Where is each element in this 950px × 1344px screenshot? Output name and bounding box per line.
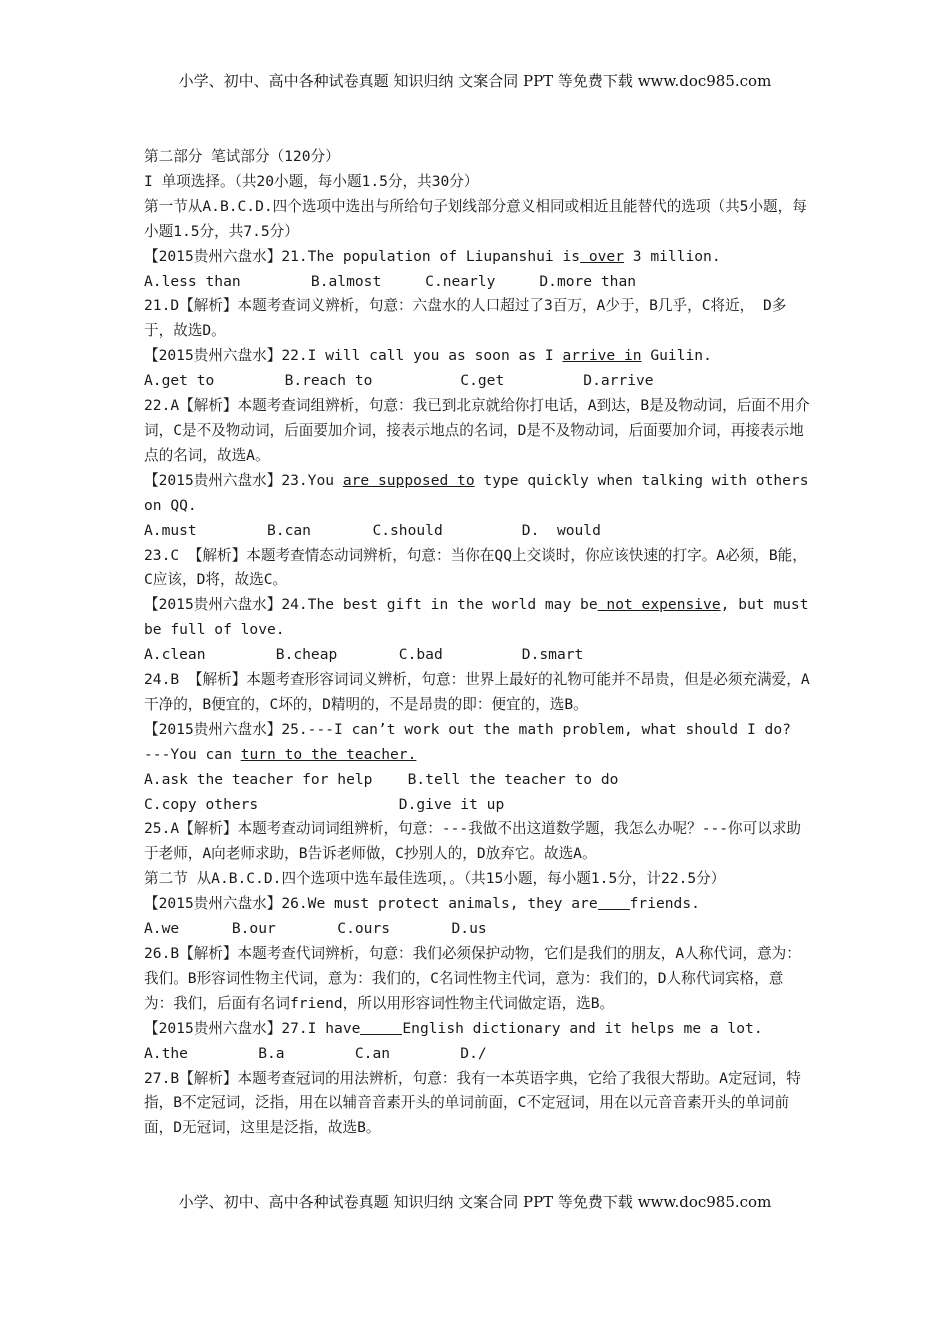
question-25-reply: ---You can turn to the teacher. — [144, 745, 417, 763]
question-25-answer: 25.A【解析】本题考查动词词组辨析，句意：---我做不出这道数学题，我怎么办呢？---你可以求助于老师，A向老师求助，B告诉老师做，C抄别人的，D放弃它。故选A。 — [144, 820, 802, 863]
source-tag: 【2015贵州六盘水】 — [144, 247, 282, 265]
part-title: 第二部分 笔试部分（120分） — [144, 148, 340, 165]
exam-content — [144, 145, 812, 1141]
question-27-options: A.the B.a C.an D./ — [144, 1044, 487, 1062]
answer-blank — [598, 895, 630, 910]
question-23-options: A.must B.can C.should D. would — [144, 521, 601, 539]
section-one-title: I 单项选择。（共20小题，每小题1.5分，共30分） — [144, 172, 479, 190]
question-25-options-2: C.copy others D.give it up — [144, 795, 505, 813]
source-tag: 【2015贵州六盘水】 — [144, 1019, 282, 1037]
source-tag: 【2015贵州六盘水】 — [144, 596, 282, 614]
question-22: 【2015贵州六盘水】22.I will call you as soon as I arrive in Guilin. — [144, 347, 712, 365]
question-26-answer: 26.B【解析】本题考查代词辨析，句意：我们必须保护动物，它们是我们的朋友，A人称代词，意为：我们。B形容词性物主代词，意为：我们的，C名词性物主代词，意为：我们的，D人称代词宾格，意为：我们，后面有名词friend，所以用形容词性物主代词做定语，选B。 — [144, 945, 801, 1012]
source-tag: 【2015贵州六盘水】 — [144, 471, 282, 489]
section-two-title: 第二节 从A.B.C.D.四个选项中选车最佳选项，。（共15小题，每小题1.5分，计22.5分） — [144, 870, 726, 888]
underlined-phrase: are supposed to — [342, 471, 475, 489]
source-tag: 【2015贵州六盘水】 — [144, 895, 282, 913]
page-header: 小学、初中、高中各种试卷真题 知识归纳 文案合同 PPT 等免费下载 www.doc985.com — [178, 72, 772, 90]
underlined-phrase: over — [580, 247, 624, 265]
question-24: 【2015贵州六盘水】24.The best gift in the world may be not expensive, but must be full of love. — [144, 596, 809, 639]
question-25: 【2015贵州六盘水】25.---I can’t work out the math problem, what should I do? — [144, 720, 791, 738]
question-23-answer: 23.C 【解析】本题考查情态动词辨析，句意：当你在QQ上交谈时，你应该快速的打字。A必须，B能，C应该，D将，故选C。 — [144, 546, 807, 589]
question-21-answer: 21.D【解析】本题考查词义辨析，句意：六盘水的人口超过了3百万，A少于，B几乎，C将近， D多于，故选D。 — [144, 297, 787, 340]
source-tag: 【2015贵州六盘水】 — [144, 720, 282, 738]
question-23: 【2015贵州六盘水】23.You are supposed to type quickly when talking with others on QQ. — [144, 471, 809, 514]
question-27: 【2015贵州六盘水】27.I have English dictionary and it helps me a lot. — [144, 1019, 763, 1037]
question-22-answer: 22.A【解析】本题考查词组辨析，句意：我已到北京就给你打电话，A到达，B是及物动词，后面不用介词，C是不及物动词，后面要加介词，接表示地点的名词，D是不及物动词，后面要加介词，再接表示地点的名词，故选A。 — [144, 397, 810, 464]
source-tag: 【2015贵州六盘水】 — [144, 347, 282, 365]
question-21: 【2015贵州六盘水】21.The population of Liupanshui is over 3 million. — [144, 247, 721, 265]
page-footer: 小学、初中、高中各种试卷真题 知识归纳 文案合同 PPT 等免费下载 www.doc985.com — [178, 1193, 772, 1211]
underlined-phrase: arrive in — [562, 347, 642, 365]
question-21-options: A.less than B.almost C.nearly D.more than — [144, 272, 637, 290]
question-26-options: A.we B.our C.ours D.us — [144, 920, 487, 938]
question-22-options: A.get to B.reach to C.get D.arrive — [144, 372, 654, 390]
answer-blank — [360, 1020, 402, 1035]
underlined-phrase: not expensive — [597, 596, 721, 614]
question-24-options: A.clean B.cheap C.bad D.smart — [144, 646, 584, 664]
underlined-phrase: turn to the teacher. — [240, 745, 417, 763]
question-25-options-1: A.ask the teacher for help B.tell the teacher to do — [144, 770, 619, 788]
section-one-instructions: 第一节从A.B.C.D.四个选项中选出与所给句子划线部分意义相同或相近且能替代的选项（共5小题，每小题1.5分，共7.5分） — [144, 197, 807, 240]
question-26: 【2015贵州六盘水】26.We must protect animals, they are friends. — [144, 895, 700, 913]
question-27-answer: 27.B【解析】本题考查冠词的用法辨析，句意：我有一本英语字典，它给了我很大帮助。A定冠词，特指，B不定冠词，泛指，用在以辅音音素开头的单词前面，C不定冠词，用在以元音音素开头的单词前面，D无冠词，这里是泛指，故选B。 — [144, 1069, 801, 1137]
question-24-answer: 24.B 【解析】本题考查形容词词义辨析，句意：世界上最好的礼物可能并不昂贵，但是必须充满爱，A干净的，B便宜的，C坏的，D精明的，不是昂贵的即：便宜的，选B。 — [144, 671, 810, 713]
